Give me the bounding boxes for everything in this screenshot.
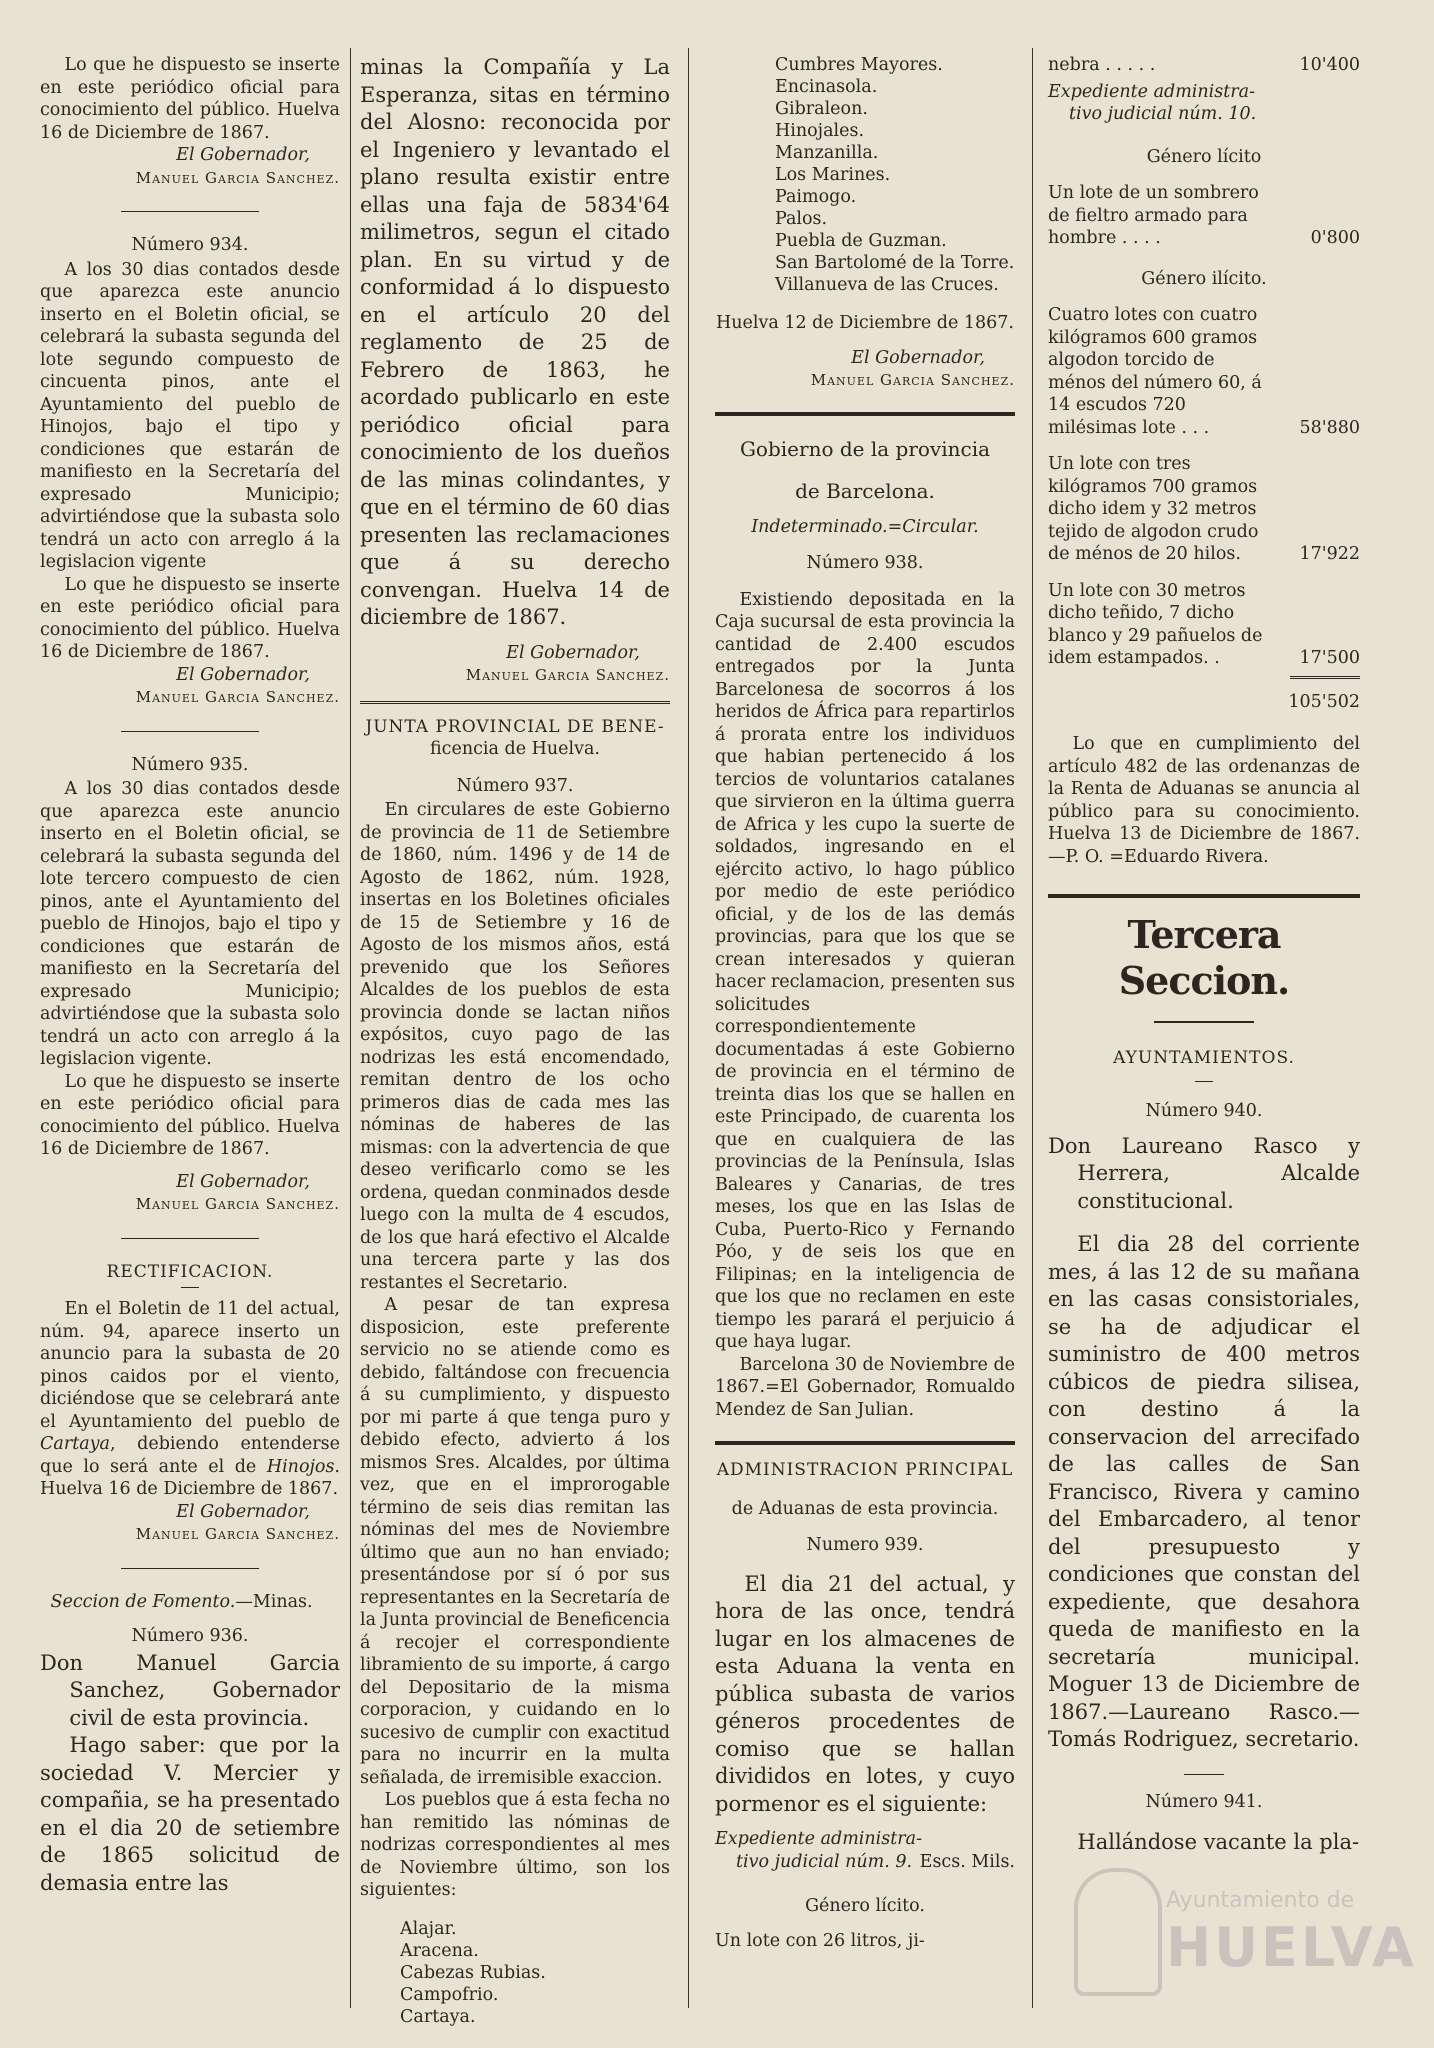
list-item: Encinasola. (775, 77, 878, 97)
signature-title: El Gobernador, (176, 145, 310, 165)
watermark-line-1: Ayuntamiento de (1166, 1888, 1355, 1913)
lot-amount: 58'880 (1299, 417, 1360, 438)
barcelona-heading: Gobierno de la provincia (739, 436, 991, 461)
list-item: Cabezas Rubias. (400, 1962, 546, 1983)
genero-ilicito: Género ilícito. (1141, 268, 1267, 289)
lot-row: nebra . . . . . 10'400 (1048, 55, 1360, 75)
notice-939-body: El dia 21 del actual, y hora de las once, tendrá lugar en los almacenes de esta Aduana la venta en pública subasta de varios géneros procedentes de comiso que se hallan divididos en lotes, y cuyo pormenor es el siguiente: (715, 1571, 1015, 1816)
aduanas-heading: ADMINISTRACION PRINCIPAL (716, 1460, 1014, 1480)
notice-935-body: A los 30 dias contados desde que aparezca este anuncio inserto en el Boletin oficial, se celebrará la subasta segunda del lote tercero compuesto de cien pinos, ante el Ayuntamiento del pueblo de Hinojos, bajo el tipo y condiciones que estarán de manifiesto en la Secretaría del expresado Municipio; advirtiéndose que la subasta solo tendrá un acto con arreglo á la legislacion vigente. (40, 779, 340, 1069)
expediente-9-line1: Expediente administra- (715, 1829, 923, 1849)
signature-title: El Gobernador, (176, 1171, 310, 1192)
notice-938-signature: Barcelona 30 de Noviembre de 1867.=El Gobernador, Romualdo Mendez de San Julian. (715, 1354, 1015, 1420)
signature-title: El Gobernador, (176, 664, 310, 685)
lot-amount: 17'922 (1299, 544, 1360, 564)
notice-number-941: Número 941. (1145, 1791, 1263, 1812)
list-item: San Bartolomé de la Torre. (775, 253, 1015, 273)
list-item: Cumbres Mayores. (775, 55, 943, 75)
section-separator (715, 412, 1015, 416)
tercera-seccion-heading: Tercera Seccion. (1118, 912, 1290, 1003)
column-rule-2 (688, 48, 689, 2008)
notice-936-body-cont: minas la Compañía y La Esperanza, sitas en término del Alosno: reconocida por el Ingeniero y levantado el plano resulta existir entre ellas una faja de 5834'64 milimetros, segun el citado plan. En su virtud y de conformidad á lo dispuesto en el artículo 20 del reglamento de 25 de Febrero de 1863, he acordado publicarlo en este periódico oficial para conocimiento de los dueños de las minas colindantes, y que en el término de 60 dias presenten las reclamaciones que á su derecho convengan. Huelva 14 de diciembre de 1867. (360, 55, 670, 629)
rectificacion-heading: RECTIFICACION. (106, 1261, 274, 1282)
lot-amount: 10'400 (1299, 55, 1360, 75)
notice-937-body-1: En circulares de este Gobierno de provincia de 11 de Setiembre de 1860, núm. 1496 y de 14 de Agosto de 1862, núm. 1928, insertas en los Boletines oficiales de 15 de Setiembre y 16 de Agosto de los mismos años, está prevenido que los Señores Alcaldes de los pueblos de esta provincia donde se lactan niños expósitos, cuyo pago de las nodrizas les está encomendado, remitan dentro de los ocho primeros dias de cada mes las nóminas de haberes de las mismas: con la advertencia de que deseo verificarlo como se les ordena, quedan conminados desde luego con la multa de 4 escudos, de los que hará efectivo el Alcalde una tercera parte y las dos restantes el Secretario. (360, 800, 670, 1293)
list-item: Puebla de Guzman. (775, 231, 947, 251)
signature-title: El Gobernador, (851, 347, 985, 368)
fomento-heading: Seccion de Fomento.—Minas. (50, 1591, 313, 1612)
expediente-10-line2: tivo judicial núm. 10. (1069, 104, 1257, 124)
notice-934-body: A los 30 dias contados desde que aparezca este anuncio inserto en el Boletin oficial, se celebrará la subasta segunda del lote segundo compuesto de cincuenta pinos, ante el Ayuntamiento del pueblo de Hinojos, bajo el tipo y condiciones que estarán de manifiesto en la Secretaría del expresado Municipio; advirtiéndose que la subasta solo tendrá un acto con arreglo á la legislacion vigente (40, 259, 340, 572)
notice-937-body-3: Los pueblos que á esta fecha no han remitido las nóminas de nodrizas correspondientes al mes de Noviembre último, son los siguientes: (360, 1790, 670, 1900)
column-3 (715, 54, 1015, 1952)
separator (121, 731, 259, 732)
genero-licito: Género lícito (1146, 146, 1262, 167)
expediente-10-line1: Expediente administra- (1048, 81, 1256, 102)
signature-name: Manuel Garcia Sanchez. (810, 371, 1015, 389)
list-item: Campofrio. (400, 1984, 499, 2005)
signature-title: El Gobernador, (506, 642, 640, 663)
notice-number-934: Número 934. (131, 235, 249, 255)
notice-933-closing: Lo que he dispuesto se inserte en este periódico oficial para conocimiento del público. Huelva 16 de Diciembre de 1867. (40, 55, 340, 143)
column-1 (40, 54, 340, 1897)
signature-name: Manuel Garcia Sanchez. (465, 666, 670, 684)
junta-subheading: ficencia de Huelva. (430, 739, 600, 759)
section-separator (1048, 894, 1360, 898)
separator (1195, 1081, 1213, 1082)
column-4 (1048, 54, 1360, 1857)
signature-name: Manuel Garcia Sanchez. (135, 1195, 340, 1213)
lot-row: Un lote de un sombrero de fieltro armado para hombre . . . . 0'800 (1048, 183, 1360, 248)
separator (121, 1238, 259, 1239)
aduanas-subheading: de Aduanas de esta provincia. (731, 1498, 999, 1519)
list-item: Paimogo. (775, 187, 857, 207)
genero-licito: Género lícito. (805, 1896, 925, 1916)
notice-number-936: Número 936. (131, 1626, 249, 1646)
junta-heading: JUNTA PROVINCIAL DE BENE- (365, 716, 665, 737)
signature-title: El Gobernador, (176, 1501, 310, 1522)
notice-936-issuer: Don Manuel Garcia Sanchez, Gobernador civil de esta provincia. (40, 1650, 340, 1730)
separator (181, 1287, 199, 1288)
watermark-line-2: HUELVA (1166, 1916, 1417, 1979)
list-item: Cartaya. (400, 2006, 476, 2027)
column-2 (360, 54, 670, 2028)
list-item: Los Marines. (775, 165, 891, 185)
list-item: Alajar. (400, 1918, 457, 1939)
town-list (715, 54, 1015, 296)
signature-name: Manuel Garcia Sanchez. (135, 168, 340, 187)
lot-row: Un lote con tres kilógramos 700 gramos dicho idem y 32 metros tejido de algodon crudo de ménos de 20 hilos. 17'922 (1048, 454, 1360, 564)
currency-columns: Escs. Mils. (919, 1851, 1015, 1872)
separator (1184, 1774, 1224, 1775)
barcelona-subheading: de Barcelona. (795, 478, 935, 503)
column-rule-1 (350, 48, 351, 2008)
section-separator (360, 701, 670, 704)
notice-935-closing: Lo que he dispuesto se inserte en este periódico oficial para conocimiento del público. Huelva 16 de Diciembre de 1867. (40, 1071, 340, 1159)
notice-941-body: Hallándose vacante la pla- (1077, 1830, 1360, 1854)
signature-name: Manuel Garcia Sanchez. (135, 688, 340, 706)
expediente-9-line2: tivo judicial núm. 9. Escs. Mils. (736, 1851, 1015, 1872)
aduanas-closing: Lo que en cumplimiento del artículo 482 de las ordenanzas de la Renta de Aduanas se anuncia al público para su conocimiento. Huelva 13 de Diciembre de 1867.—P. O. =Eduardo Rivera. (1048, 734, 1360, 867)
list-item: Manzanilla. (775, 143, 879, 163)
notice-937-body-2: A pesar de tan expresa disposicion, este preferente servicio no se atiende como es debido, faltándose con frecuencia á su cumplimiento, y dispuesto por mi parte á que tenga puro y debido efecto, advierto á los mismos Sres. Alcaldes, por última vez, que en el improrogable término de seis dias remitan las nóminas del mes de Noviembre último que aun no han enviado; presentándose por sí ó por sus representantes en la Secretaría de la Junta provincial de Beneficencia á recojer el correspondiente libramiento de su importe, á cargo del Depositario de la misma corporacion, y cuidando en lo sucesivo de cumplir con exactitud para no incurrir en la multa señalada, de irremisible exaccion. (360, 1295, 670, 1788)
ornament-rule (1048, 1010, 1360, 1033)
notice-number-937: Número 937. (456, 775, 574, 796)
list-item: Gibraleon. (775, 99, 868, 119)
list-item: Palos. (775, 209, 828, 229)
lot-total: 105'502 (1288, 691, 1360, 712)
notice-936-body: Hago saber: que por la sociedad V. Mercier y compañia, se ha presentado en el dia 20 de setiembre de 1865 solicitud de demasia entre las (40, 1733, 340, 1895)
section-separator (715, 1441, 1015, 1445)
lot-amount: 0'800 (1310, 228, 1360, 248)
list-item: Villanueva de las Cruces. (775, 275, 999, 295)
notice-940-issuer: Don Laureano Rasco y Herrera, Alcalde constitucional. (1048, 1133, 1360, 1213)
notice-938-body: Existiendo depositada en la Caja sucursal de esta provincia la cantidad de 2.400 escudos entregados por la Junta Barcelonesa de socorros á los heridos de África para repartirlos á prorata entre los individuos que habian pertenecido á los tercios de voluntarios catalanes que sirvieron en la última guerra de Africa y les cupo la suerte de soldados, ingresando en el ejército activo, lo hago público por medio de este periódico oficial, y de los de las demás provincias, para que los que se crean interesados y quieran hacer reclamacion, presenten sus solicitudes correspondientemente documentadas á este Gobierno de provincia en el término de treinta dias los que se hallen en este Principado, de cuarenta los que en cualquiera de las provincias de la Península, Islas Baleares y Canarias, de tres meses, los que en las Islas de Cuba, Puerto-Rico y Fernando Póo, y de seis los que en Filipinas; en la inteligencia de que los que no reclamen en este tiempo les parará el perjuicio á que haya lugar. (715, 589, 1015, 1352)
signature-name: Manuel Garcia Sanchez. (135, 1525, 340, 1543)
date-line: Huelva 12 de Diciembre de 1867. (715, 313, 1014, 333)
rectificacion-body: En el Boletin de 11 del actual, núm. 94, aparece inserto un anuncio para la subasta de 20 pinos caidos por el viento, diciéndose que se celebrará ante el Ayuntamiento del pueblo de Cartaya, debiendo entenderse que lo será ante el de Hinojos. Huelva 16 de Diciembre de 1867. (40, 1299, 340, 1499)
notice-number-939: Numero 939. (806, 1535, 924, 1555)
town-list (360, 1918, 670, 2028)
notice-number-935: Número 935. (131, 754, 249, 775)
huelva-watermark-logo (1074, 1858, 1417, 2008)
notice-934-closing: Lo que he dispuesto se inserte en este periódico oficial para conocimiento del público. Huelva 16 de Diciembre de 1867. (40, 574, 340, 662)
notice-number-940: Número 940. (1145, 1101, 1263, 1121)
total-rule (1290, 676, 1360, 679)
list-item: Hinojales. (775, 121, 865, 141)
lot-row: Cuatro lotes con cuatro kilógramos 600 gramos algodon torcido de ménos del número 60, á 14 escudos 720 milésimas lote . . . 58'880 (1048, 305, 1360, 438)
lot-amount: 17'500 (1299, 648, 1360, 668)
notice-940-body: El dia 28 del corriente mes, á las 12 de su mañana en las casas consistoriales, se ha de adjudicar el suministro de 400 metros cúbicos de piedra silisea, con destino á la conservacion del arrecifado de las calles de San Francisco, Rivera y camino del Embarcadero, al tenor del presupuesto y condiciones que constan del expediente, que desahora queda de manifiesto en la secretaría municipal. Moguer 13 de Diciembre de 1867.—Laureano Rasco.—Tomás Rodriguez, secretario. (1048, 1232, 1360, 1751)
coat-of-arms-icon (1074, 1868, 1162, 1996)
column-rule-3 (1032, 48, 1033, 2008)
separator (121, 211, 259, 212)
separator (121, 1568, 259, 1569)
lot-row: Un lote con 30 metros dicho teñido, 7 dicho blanco y 29 pañuelos de idem estampados. . 17'500 (1048, 580, 1360, 668)
notice-number-938: Número 938. (806, 553, 924, 573)
lot-line: Un lote con 26 litros, ji- (715, 1930, 925, 1951)
list-item: Aracena. (400, 1940, 479, 1961)
ayuntamientos-heading: AYUNTAMIENTOS. (1113, 1047, 1295, 1068)
circular-label: Indeterminado.=Circular. (751, 516, 979, 537)
